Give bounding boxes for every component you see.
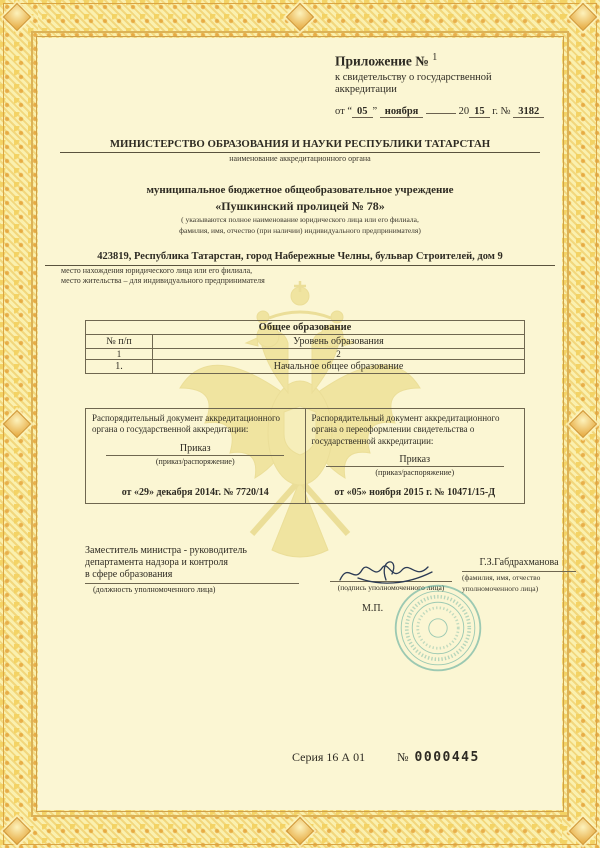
appendix-subtitle: [335, 72, 567, 97]
name-caption-line2: уполномоченного лица): [462, 583, 539, 593]
address-block: [45, 251, 555, 287]
date-prefix: от “: [335, 105, 352, 117]
date-year: 15: [469, 106, 490, 118]
number-sign: №: [397, 750, 409, 764]
organization-caption-line2: фамилия, имя, отчество (при наличии) индивидуального предпринимателя): [179, 225, 421, 235]
position-line1: Заместитель министра - руководитель: [85, 545, 247, 556]
position-line2: департамента надзора и контроля: [85, 557, 228, 568]
order-left-doc-type: Приказ: [106, 443, 284, 456]
order-left-cell: [86, 409, 306, 504]
signatory-position: [85, 545, 299, 594]
index-cell-2: 2: [153, 349, 525, 360]
order-right-doc-type: Приказ: [326, 454, 504, 467]
series-label: Серия 16 А 01: [292, 750, 366, 764]
organization-caption-line1: ( указываются полное наименование юридического лица или его филиала,: [181, 215, 419, 224]
education-levels-table: [85, 320, 525, 374]
order-left-details: от «29» декабря 2014г. № 7720/14: [121, 487, 269, 498]
appendix-label: Приложение №: [335, 53, 429, 69]
position-caption: (должность уполномоченного лица): [93, 585, 216, 594]
date-number-label: г. №: [489, 105, 514, 117]
date-year-prefix: 20: [458, 105, 470, 117]
official-stamp: [392, 582, 484, 674]
seal-place-mark: М.П.: [362, 603, 384, 614]
row-number: 1.: [86, 360, 153, 374]
date-day: 05: [352, 106, 373, 118]
table-title-row: [86, 321, 525, 335]
order-left-doc-type-caption: (приказ/распоряжение): [155, 456, 235, 466]
signatory-block: [85, 545, 565, 635]
date-month: ноября: [380, 106, 424, 118]
date-close-quote: ”: [372, 105, 380, 117]
table-header-row: [86, 335, 525, 349]
ministry-block: [60, 138, 540, 164]
form-blank-line: [426, 113, 456, 114]
to-certificate-line1: к свидетельству о государственной: [335, 71, 492, 83]
appendix-header: [335, 52, 567, 117]
organization-address: 423819, Республика Татарстан, город Набережные Челны, бульвар Строителей, дом 9: [45, 251, 555, 266]
signature-caption: (подпись уполномоченного лица): [337, 583, 445, 592]
ministry-caption: наименование аккредитационного органа: [229, 154, 371, 163]
order-right-caption: Распорядительный документ аккредитационного органа о переоформлении свидетельства о государственной аккредитации:: [311, 413, 500, 446]
certificate-number: 3182: [513, 106, 544, 118]
signature-line: [330, 553, 452, 582]
index-cell-1: 1: [86, 349, 153, 360]
orders-block: [85, 408, 525, 504]
to-certificate-line2: аккредитации: [335, 84, 397, 96]
table-title: Общее образование: [86, 321, 525, 335]
appendix-title: [335, 52, 567, 70]
serial-number-line: [292, 750, 480, 765]
order-right-cell: [305, 409, 525, 504]
name-caption-line1: (фамилия, имя, отчество: [462, 573, 541, 582]
form-number: 0000445: [414, 750, 480, 765]
certificate-date-line: [335, 106, 567, 117]
order-right-doc-type-caption: (приказ/распоряжение): [375, 467, 455, 477]
organization-block: [48, 184, 552, 236]
table-row: [86, 360, 525, 374]
table-index-row: [86, 349, 525, 360]
position-line3: в сфере образования: [85, 569, 299, 584]
ministry-name: МИНИСТЕРСТВО ОБРАЗОВАНИЯ И НАУКИ РЕСПУБЛИКИ ТАТАРСТАН: [60, 138, 540, 153]
column-header-num: № п/п: [86, 335, 153, 349]
education-level: Начальное общее образование: [153, 360, 525, 374]
order-left-caption: Распорядительный документ аккредитационного органа о государственной аккредитации:: [92, 413, 280, 435]
form-number-group: [397, 750, 480, 765]
signatory-name: Г.З.Габдрахманова: [462, 557, 576, 572]
address-caption-line2: место жительства – для индивидуального предпринимателя: [61, 276, 265, 286]
organization-name: «Пушкинский пролицей № 78»: [215, 199, 385, 213]
appendix-number: 1: [432, 52, 438, 63]
organization-type: муниципальное бюджетное общеобразовательное учреждение: [146, 184, 454, 196]
address-caption-line1: место нахождения юридического лица или его филиала,: [61, 266, 253, 275]
column-header-level: Уровень образования: [153, 335, 525, 349]
order-right-details: от «05» ноября 2015 г. № 10471/15-Д: [334, 487, 496, 498]
